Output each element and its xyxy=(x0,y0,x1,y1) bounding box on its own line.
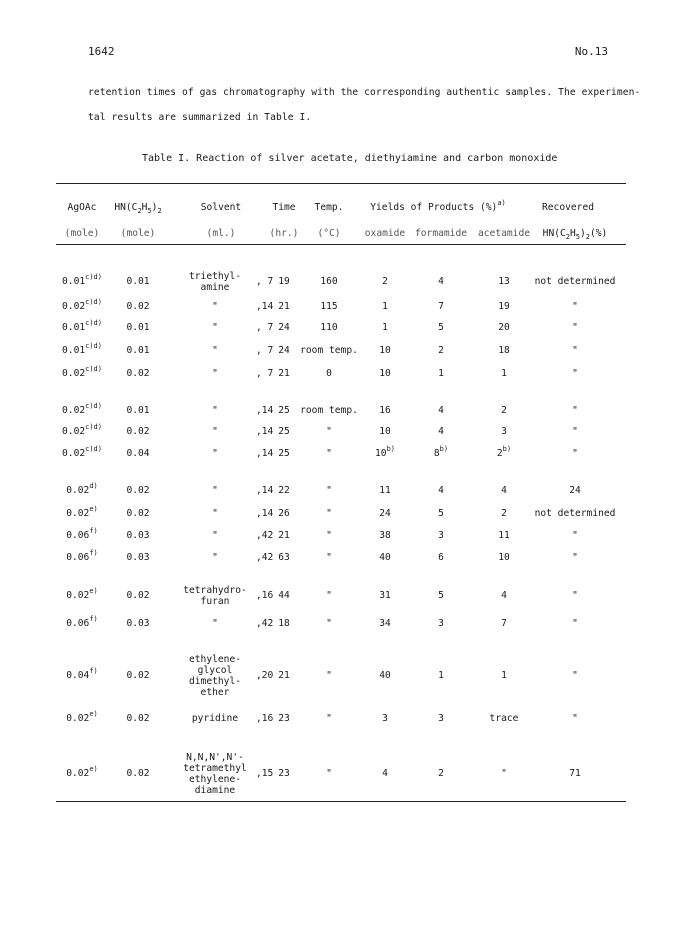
cell-recovered: 71 xyxy=(569,768,581,779)
table-top-rule xyxy=(56,183,626,184)
header-oxamide: oxamide xyxy=(364,228,406,239)
cell-oxamide: 4 xyxy=(382,768,388,779)
cell-recovered: " xyxy=(572,368,578,379)
cell-acetamide: 4 xyxy=(501,590,507,601)
cell-temp: 160 xyxy=(320,276,338,287)
unit-solvent: (ml.) xyxy=(206,228,236,239)
cell-oxamide: 31 xyxy=(379,590,391,601)
cell-formamide: 5 xyxy=(438,590,444,601)
cell-oxamide: 16 xyxy=(379,405,391,416)
unit-temp: (°C) xyxy=(317,228,341,239)
cell-agoac: 0.02$^{e)}$ xyxy=(66,587,98,601)
cell-solvent-volume: ,15 xyxy=(256,768,274,779)
cell-oxamide: 40 xyxy=(379,552,391,563)
unit-agoac: (mole) xyxy=(64,228,100,239)
cell-agoac: $0.02^{c)d)}$ xyxy=(62,298,102,312)
cell-solvent-volume: ,14 xyxy=(256,405,274,416)
cell-solvent: tetrahydro- furan xyxy=(183,584,247,607)
cell-acetamide: 11 xyxy=(498,530,510,541)
cell-oxamide: 1 xyxy=(382,322,388,333)
header-time: Time xyxy=(272,202,296,213)
header-formamide: formamide xyxy=(415,228,467,239)
cell-agoac: 0.02$^{e)}$ xyxy=(66,765,98,779)
cell-temp: " xyxy=(326,552,332,563)
cell-amine: 0.02 xyxy=(126,768,150,779)
cell-temp: " xyxy=(326,618,332,629)
cell-agoac: $0.02^{c)d)}$ xyxy=(62,402,102,416)
cell-solvent: N,N,N',N'- tetramethyl ethylene- diamine xyxy=(183,751,247,796)
cell-solvent: " xyxy=(212,301,218,312)
header-recovered: Recovered xyxy=(542,202,594,213)
cell-amine: 0.01 xyxy=(126,276,150,287)
cell-formamide: 7 xyxy=(438,301,444,312)
cell-acetamide: 2$^{b)}$ xyxy=(496,445,512,459)
cell-formamide: 3 xyxy=(438,713,444,724)
cell-oxamide: 38 xyxy=(379,530,391,541)
table-caption: Table I. Reaction of silver acetate, diethyiamine and carbon monoxide xyxy=(142,153,558,164)
cell-solvent: triethyl- amine xyxy=(189,270,241,293)
cell-formamide: 2 xyxy=(438,345,444,356)
cell-agoac: $0.01^{c)d)}$ xyxy=(62,273,102,287)
cell-formamide: 5 xyxy=(438,322,444,333)
cell-recovered: " xyxy=(572,590,578,601)
cell-temp: room temp. xyxy=(300,345,358,356)
header-yields: Yields of Products (%)$^{a)}$ xyxy=(370,199,506,213)
cell-time: 24 xyxy=(278,322,290,333)
page-number: 1642 xyxy=(88,45,115,58)
cell-acetamide: 2 xyxy=(501,405,507,416)
cell-amine: 0.03 xyxy=(126,530,150,541)
cell-recovered: " xyxy=(572,301,578,312)
header-solvent: Solvent xyxy=(200,202,242,213)
cell-oxamide: 10 xyxy=(379,345,391,356)
cell-solvent-volume: ,14 xyxy=(256,508,274,519)
cell-solvent: " xyxy=(212,552,218,563)
cell-time: 44 xyxy=(278,590,290,601)
cell-formamide: 3 xyxy=(438,530,444,541)
cell-amine: 0.02 xyxy=(126,590,150,601)
header-acetamide: acetamide xyxy=(478,228,530,239)
unit-amine: (mole) xyxy=(120,228,156,239)
cell-solvent: pyridine xyxy=(191,713,239,724)
cell-time: 19 xyxy=(278,276,290,287)
cell-temp: " xyxy=(326,508,332,519)
cell-oxamide: 2 xyxy=(382,276,388,287)
cell-acetamide: 10 xyxy=(498,552,510,563)
cell-time: 21 xyxy=(278,301,290,312)
cell-oxamide: 10 xyxy=(379,426,391,437)
cell-temp: " xyxy=(326,448,332,459)
intro-line-2: tal results are summarized in Table I. xyxy=(88,112,312,123)
cell-formamide: 2 xyxy=(438,768,444,779)
header-agoac: AgOAc xyxy=(67,202,97,213)
cell-solvent: " xyxy=(212,485,218,496)
cell-solvent-volume: ,14 xyxy=(256,301,274,312)
cell-acetamide: 1 xyxy=(501,670,507,681)
cell-solvent-volume: ,14 xyxy=(256,426,274,437)
cell-formamide: 4 xyxy=(438,426,444,437)
cell-formamide: 8$^{b)}$ xyxy=(433,445,449,459)
cell-solvent-volume: , 7 xyxy=(256,368,274,379)
cell-temp: " xyxy=(326,713,332,724)
cell-oxamide: 3 xyxy=(382,713,388,724)
cell-acetamide: " xyxy=(501,768,507,779)
cell-amine: 0.01 xyxy=(126,405,150,416)
cell-amine: 0.02 xyxy=(126,426,150,437)
intro-line-1: retention times of gas chromatography with the corresponding authentic samples. The experimen- xyxy=(88,87,641,98)
cell-agoac: 0.04$^{f)}$ xyxy=(66,667,98,681)
cell-solvent-volume: , 7 xyxy=(256,345,274,356)
cell-amine: 0.02 xyxy=(126,368,150,379)
cell-recovered: 24 xyxy=(569,485,581,496)
cell-solvent: ethylene- glycol dimethyl- ether xyxy=(189,653,241,698)
cell-oxamide: 34 xyxy=(379,618,391,629)
cell-temp: room temp. xyxy=(300,405,358,416)
cell-solvent-volume: ,14 xyxy=(256,448,274,459)
cell-oxamide: 1 xyxy=(382,301,388,312)
cell-amine: 0.02 xyxy=(126,485,150,496)
cell-formamide: 4 xyxy=(438,276,444,287)
cell-oxamide: 10$^{b)}$ xyxy=(375,445,395,459)
header-recovered-amine: $HN(C_2H_5)_2(\%)$ xyxy=(542,228,608,241)
cell-agoac: $0.02^{c)d)}$ xyxy=(62,423,102,437)
cell-amine: 0.02 xyxy=(126,508,150,519)
cell-time: 21 xyxy=(278,368,290,379)
cell-formamide: 4 xyxy=(438,485,444,496)
cell-time: 22 xyxy=(278,485,290,496)
header-amine: $HN(C_2H_5)_2$ xyxy=(114,202,162,215)
cell-acetamide: 20 xyxy=(498,322,510,333)
cell-amine: 0.02 xyxy=(126,301,150,312)
cell-agoac: 0.06$^{f)}$ xyxy=(66,549,98,563)
cell-agoac: $0.01^{c)d)}$ xyxy=(62,319,102,333)
cell-oxamide: 40 xyxy=(379,670,391,681)
cell-solvent: " xyxy=(212,405,218,416)
cell-acetamide: 19 xyxy=(498,301,510,312)
cell-solvent: " xyxy=(212,448,218,459)
cell-solvent-volume: ,14 xyxy=(256,485,274,496)
cell-recovered: " xyxy=(572,426,578,437)
cell-solvent: " xyxy=(212,508,218,519)
cell-recovered: " xyxy=(572,618,578,629)
issue-number: No.13 xyxy=(574,45,608,58)
cell-recovered: " xyxy=(572,552,578,563)
unit-time: (hr.) xyxy=(269,228,299,239)
cell-acetamide: 1 xyxy=(501,368,507,379)
cell-agoac: $0.02^{c)d)}$ xyxy=(62,445,102,459)
table-bottom-rule xyxy=(56,801,626,802)
cell-temp: 115 xyxy=(320,301,338,312)
cell-temp: 110 xyxy=(320,322,338,333)
cell-agoac: $0.01^{c)d)}$ xyxy=(62,342,102,356)
cell-solvent-volume: ,16 xyxy=(256,713,274,724)
cell-formamide: 5 xyxy=(438,508,444,519)
cell-time: 25 xyxy=(278,405,290,416)
cell-formamide: 6 xyxy=(438,552,444,563)
cell-amine: 0.02 xyxy=(126,670,150,681)
cell-recovered: " xyxy=(572,405,578,416)
cell-solvent: " xyxy=(212,426,218,437)
cell-acetamide: 2 xyxy=(501,508,507,519)
cell-recovered: " xyxy=(572,713,578,724)
cell-acetamide: 18 xyxy=(498,345,510,356)
cell-solvent-volume: ,20 xyxy=(256,670,274,681)
cell-time: 63 xyxy=(278,552,290,563)
cell-acetamide: 7 xyxy=(501,618,507,629)
cell-agoac: 0.02$^{e)}$ xyxy=(66,710,98,724)
cell-oxamide: 10 xyxy=(379,368,391,379)
cell-time: 21 xyxy=(278,670,290,681)
cell-solvent: " xyxy=(212,322,218,333)
cell-formamide: 3 xyxy=(438,618,444,629)
cell-solvent: " xyxy=(212,368,218,379)
cell-time: 21 xyxy=(278,530,290,541)
cell-temp: 0 xyxy=(326,368,332,379)
cell-recovered: " xyxy=(572,448,578,459)
cell-recovered: not determined xyxy=(534,276,616,287)
cell-recovered: " xyxy=(572,670,578,681)
table-header-rule xyxy=(56,244,626,245)
cell-formamide: 4 xyxy=(438,405,444,416)
cell-temp: " xyxy=(326,485,332,496)
cell-time: 23 xyxy=(278,713,290,724)
cell-solvent-volume: ,42 xyxy=(256,530,274,541)
cell-recovered: " xyxy=(572,530,578,541)
cell-temp: " xyxy=(326,530,332,541)
cell-time: 25 xyxy=(278,448,290,459)
cell-time: 24 xyxy=(278,345,290,356)
cell-solvent: " xyxy=(212,345,218,356)
cell-temp: " xyxy=(326,590,332,601)
cell-agoac: 0.02$^{e)}$ xyxy=(66,505,98,519)
header-temp: Temp. xyxy=(314,202,344,213)
cell-temp: " xyxy=(326,426,332,437)
cell-solvent-volume: ,42 xyxy=(256,618,274,629)
cell-time: 25 xyxy=(278,426,290,437)
cell-oxamide: 24 xyxy=(379,508,391,519)
cell-amine: 0.02 xyxy=(126,713,150,724)
cell-oxamide: 11 xyxy=(379,485,391,496)
cell-agoac: 0.06$^{f)}$ xyxy=(66,615,98,629)
cell-solvent: " xyxy=(212,530,218,541)
cell-recovered: " xyxy=(572,322,578,333)
cell-acetamide: 3 xyxy=(501,426,507,437)
cell-formamide: 1 xyxy=(438,368,444,379)
cell-acetamide: 4 xyxy=(501,485,507,496)
cell-acetamide: trace xyxy=(489,713,519,724)
cell-formamide: 1 xyxy=(438,670,444,681)
cell-solvent: " xyxy=(212,618,218,629)
cell-acetamide: 13 xyxy=(498,276,510,287)
cell-agoac: 0.06$^{f)}$ xyxy=(66,527,98,541)
cell-temp: " xyxy=(326,768,332,779)
cell-time: 23 xyxy=(278,768,290,779)
cell-agoac: 0.02$^{d)}$ xyxy=(66,482,98,496)
cell-solvent-volume: , 7 xyxy=(256,276,274,287)
cell-solvent-volume: ,42 xyxy=(256,552,274,563)
cell-temp: " xyxy=(326,670,332,681)
cell-recovered: not determined xyxy=(534,508,616,519)
cell-amine: 0.01 xyxy=(126,345,150,356)
cell-solvent-volume: ,16 xyxy=(256,590,274,601)
cell-solvent-volume: , 7 xyxy=(256,322,274,333)
cell-amine: 0.04 xyxy=(126,448,150,459)
cell-amine: 0.03 xyxy=(126,618,150,629)
cell-time: 18 xyxy=(278,618,290,629)
cell-recovered: " xyxy=(572,345,578,356)
cell-time: 26 xyxy=(278,508,290,519)
cell-amine: 0.01 xyxy=(126,322,150,333)
cell-amine: 0.03 xyxy=(126,552,150,563)
cell-agoac: $0.02^{c)d)}$ xyxy=(62,365,102,379)
